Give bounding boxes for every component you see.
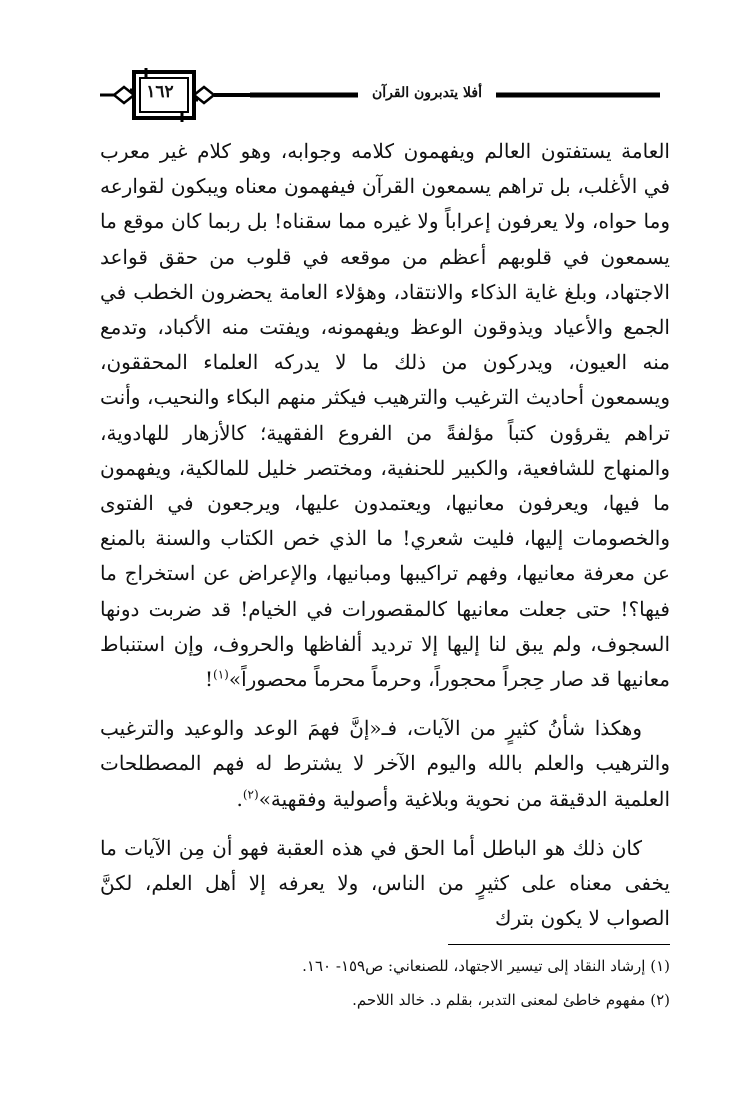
main-text xyxy=(100,134,670,936)
paragraph xyxy=(100,711,670,817)
footnote-item: (٢) مفهوم خاطئ لمعنى التدبر، بقلم د. خالد اللاحم. xyxy=(352,991,670,1009)
book-title: أفلا يتدبرون القرآن xyxy=(358,85,496,101)
footnotes xyxy=(100,956,670,1024)
paragraph-tail: . xyxy=(236,786,243,811)
footnote-marker: (٢) xyxy=(242,787,259,801)
running-header xyxy=(100,60,660,130)
paragraph-text: العامة يستفتون العالم ويفهمون كلامه وجوابه، وهو كلام غير معرب في الأغلب، بل تراهم يسمعون القرآن فيفهمون معناه ويبكون لقوارعه وما حواه، ولا يعرفون إعراباً ولا غيره مما سقناه! بل ربما كان موقع ما يسمعون في قلوبهم أعظم من موقعه في قلوب من حقق قواعد الاجتهاد، وبلغ غاية الذكاء والانتقاد، وهؤلاء العامة يحضرون الخطب في الجمع والأعياد ويذوقون الوعظ ويفهمونه، ويفتت منه الأكباد، وتدمع منه العيون، ويدركون من ذلك ما لا يدركه العلماء المحققون، ويسمعون أحاديث الترغيب والترهيب فيكثر منهم البكاء والنحيب، وأنت تراهم يقرؤون كتباً مؤلفةً من الفروع الفقهية؛ كالأزهار للهادوية، والمنهاج للشافعية، والكبير للحنفية، ومختصر خليل للمالكية، ويفهمون ما فيها، ويعرفون معانيها، ويعتمدون عليها، ويرجعون في الفتوى والخصومات إليها، فليت شعري! ما الذي خص الكتاب والسنة بالمنع عن معرفة معانيها، وفهم تراكيبها ومبانيها، والإعراض عن استخراج ما فيها؟! حتى جعلت معانيها كالمقصورات في الخيام! قد ضربت دونها السجوف، ولم يبق لنا إليها إلا ترديد ألفاظها والحروف، وإن استنباط معانيها قد صار حِجراً محجوراً، وحرماً محرماً محصوراً» xyxy=(100,139,670,692)
footnote-item: (١) إرشاد النقاد إلى تيسير الاجتهاد، للصنعاني: ص١٥٩- ١٦٠. xyxy=(302,957,670,975)
paragraph xyxy=(100,831,670,937)
footnote-divider xyxy=(448,944,670,945)
paragraph-text: وهكذا شأنُ كثيرٍ من الآيات، فـ«إنَّ فهمَ الوعد والوعيد والترغيب والترهيب والعلم بالله واليوم الآخر لا يشترط له فهم المصطلحات العلمية الدقيقة من نحوية وبلاغية وأصولية وفقهية» xyxy=(100,716,670,811)
paragraph-text: كان ذلك هو الباطل أما الحق في هذه العقبة فهو أن مِن الآيات ما يخفى معناه على كثيرٍ من الناس، ولا يعرفه إلا أهل العلم، لكنَّ الصواب لا يكون بترك xyxy=(100,835,670,931)
paragraph xyxy=(100,134,670,697)
paragraph-tail: ! xyxy=(204,667,214,692)
footnote-marker: (١) xyxy=(213,667,229,682)
page-number: ١٦٢ xyxy=(146,82,174,102)
